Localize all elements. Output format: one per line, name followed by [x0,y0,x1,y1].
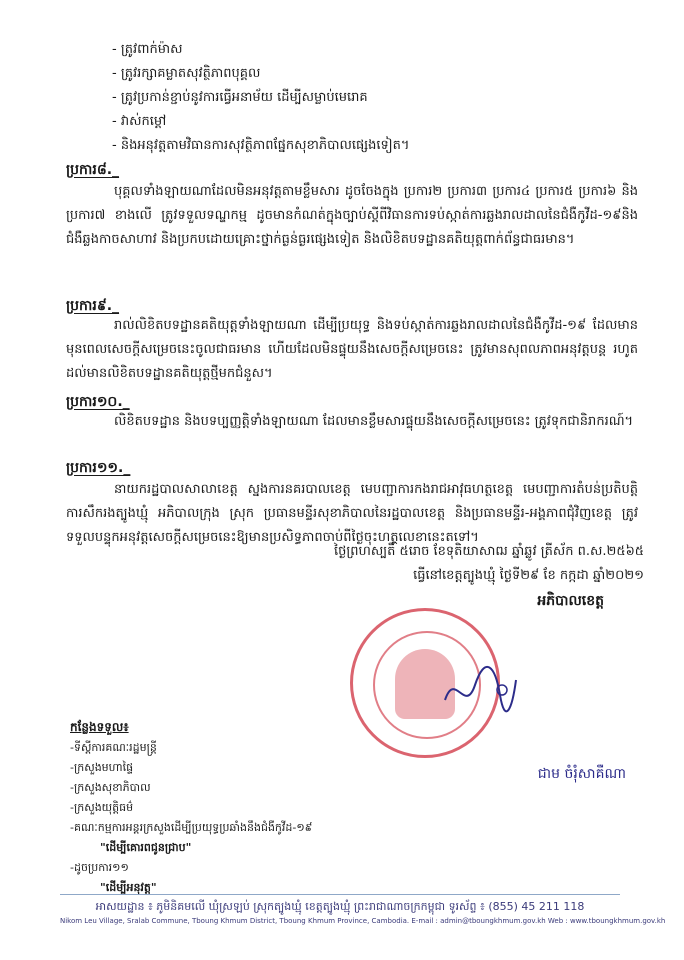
place-date: ធ្វើនៅខេត្តត្បូងឃ្មុំ ថ្ងៃទី២៩ ខែ កក្កដា ឆ្នាំ២០២១ [413,568,644,583]
page-footer [60,894,666,927]
article-8-heading: ប្រការ៨._ [66,162,120,178]
recipient-item: -ក្រសួងយុត្តិធម៌ [70,801,134,814]
measures-list [112,38,632,158]
recipient-item: -ក្រសួងមហាផ្ទៃ [70,761,134,774]
recipient-item: -ក្រសួងសុខាភិបាល [70,781,151,794]
list-item: - វាស់កម្តៅ [112,114,167,129]
footer-divider [60,894,620,895]
article-10-heading: ប្រការ១០._ [66,394,130,410]
recipients-title: កន្លែងទទួល៖ [70,720,129,734]
recipient-item: -ទីស្តីការគណៈរដ្ឋមន្ត្រី [70,741,157,754]
lunar-date: ថ្ងៃព្រហស្បតិ៍ ៥រោច ខែទុតិយាសាឍ ឆ្នាំឆ្លូវ ត្រីស័ក ព.ស.២៥៦៥ [333,544,644,559]
list-item: - ត្រូវរក្សាគម្លាតសុវត្ថិភាពបុគ្គល [112,66,261,81]
recipients-list [70,716,370,898]
list-item: - ត្រូវប្រកាន់ខ្ជាប់នូវការធ្វើអនាម័យ ដើម្បីសម្លាប់មេរោគ [112,90,368,105]
article-11-heading: ប្រការ១១._ [66,460,131,476]
footer-address-english: Nikom Leu Village, Sralab Commune, Tboung Khmum District, Tboung Khmum Province, Cambodia. E-mail : admin@tboungkhmum.gov.kh Web : www.tboungkhmum.gov.kh [60,917,666,925]
recipient-note: "ដើម្បីគោរពជូនជ្រាប" [100,841,192,854]
list-item: - និងអនុវត្តតាមវិធានការសុវត្ថិភាពផ្នែកសុខាភិបាលផ្សេងទៀត។ [112,138,410,153]
article-11-text: នាយករដ្ឋបាលសាលាខេត្ត ស្នងការនគរបាលខេត្ត មេបញ្ជាការកងរាជអាវុធហត្ថខេត្ត មេបញ្ជាការតំបន់ប្រតិបត្តិការសឹករងត្បូងឃ្មុំ អភិបាលក្រុង ស្រុក ប្រធានមន្ទីរសុខាភិបាលនៃរដ្ឋបាលខេត្ត និងប្រធានមន្ទីរ-អង្គភាពជុំវិញខេត្ត ត្រូវទទួលបន្ទុកអនុវត្តសេចក្តីសម្រេចនេះឱ្យមានប្រសិទ្ធភាពចាប់ពីថ្ងៃចុះហត្ថលេខានេះតទៅ។ [66,482,638,545]
list-item: - ត្រូវពាក់ម៉ាស [112,42,183,57]
signatory-title: អភិបាលខេត្ត [537,593,604,609]
footer-address-khmer: អាសយដ្ឋាន ៖ ភូមិនិគមលើ ឃុំស្រឡប់ ស្រុកត្បូងឃ្មុំ ខេត្តត្បូងឃ្មុំ ព្រះរាជាណាចក្រកម្ពុជា ទូរស័ព្ទ ៖ (855) 45 211 118 [95,900,585,913]
recipient-note: "ដើម្បីអនុវត្ត" [100,881,157,894]
article-9-text: រាល់លិខិតបទដ្ឋានគតិយុត្តទាំងឡាយណា ដើម្បីប្រយុទ្ធ និងទប់ស្កាត់ការឆ្លងរាលដាលនៃជំងឺកូវីដ-១៩ ដែលមានមុនពេលសេចក្តីសម្រេចនេះចូលជាធរមាន ហើយដែលមិនផ្ទុយនឹងសេចក្តីសម្រេចនេះ ត្រូវមានសុពលភាពអនុវត្តបន្ត រហូតដល់មានលិខិតបទដ្ឋានគតិយុត្តថ្មីមកជំនួស។ [66,318,638,381]
signatory-name: ជាម ចំរុំ​សាគឺណា [537,766,626,782]
handwritten-signature [440,660,520,720]
signature-block [324,540,644,614]
recipient-item: -គណៈកម្មការអន្តរក្រសួងដើម្បីប្រយុទ្ធប្រឆាំងនឹងជំងឺកូវីដ-១៩ [70,821,313,834]
article-10-text: លិខិតបទដ្ឋាន និងបទប្បញ្ញត្តិទាំងឡាយណា ដែលមានខ្លឹមសារផ្ទុយនឹងសេចក្តីសម្រេចនេះ ត្រូវទុកជានិរាករណ៍។ [114,414,634,429]
recipient-item: -ដូចប្រការ១១ [70,861,129,874]
article-9-heading: ប្រការ៩._ [66,298,120,314]
article-8-text: បុគ្គលទាំងឡាយណាដែលមិនអនុវត្តតាមខ្លឹមសារ ដូចចែងក្នុង ប្រការ២ ប្រការ៣ ប្រការ៤ ប្រការ៥ ប្រការ៦ និងប្រការ៧ ខាងលើ ត្រូវទទួលទណ្ឌកម្ម ដូចមានកំណត់ក្នុងច្បាប់ស្តីពីវិធានការទប់ស្កាត់ការឆ្លងរាលដាលនៃជំងឺកូវីដ-១៩និងជំងឺឆ្លងកាចសាហាវ និងប្រកបដោយគ្រោះថ្នាក់ធ្ងន់ធ្ងរផ្សេងទៀត និងលិខិតបទដ្ឋានគតិយុត្តពាក់ព័ន្ធជាធរមាន។ [66,184,638,247]
